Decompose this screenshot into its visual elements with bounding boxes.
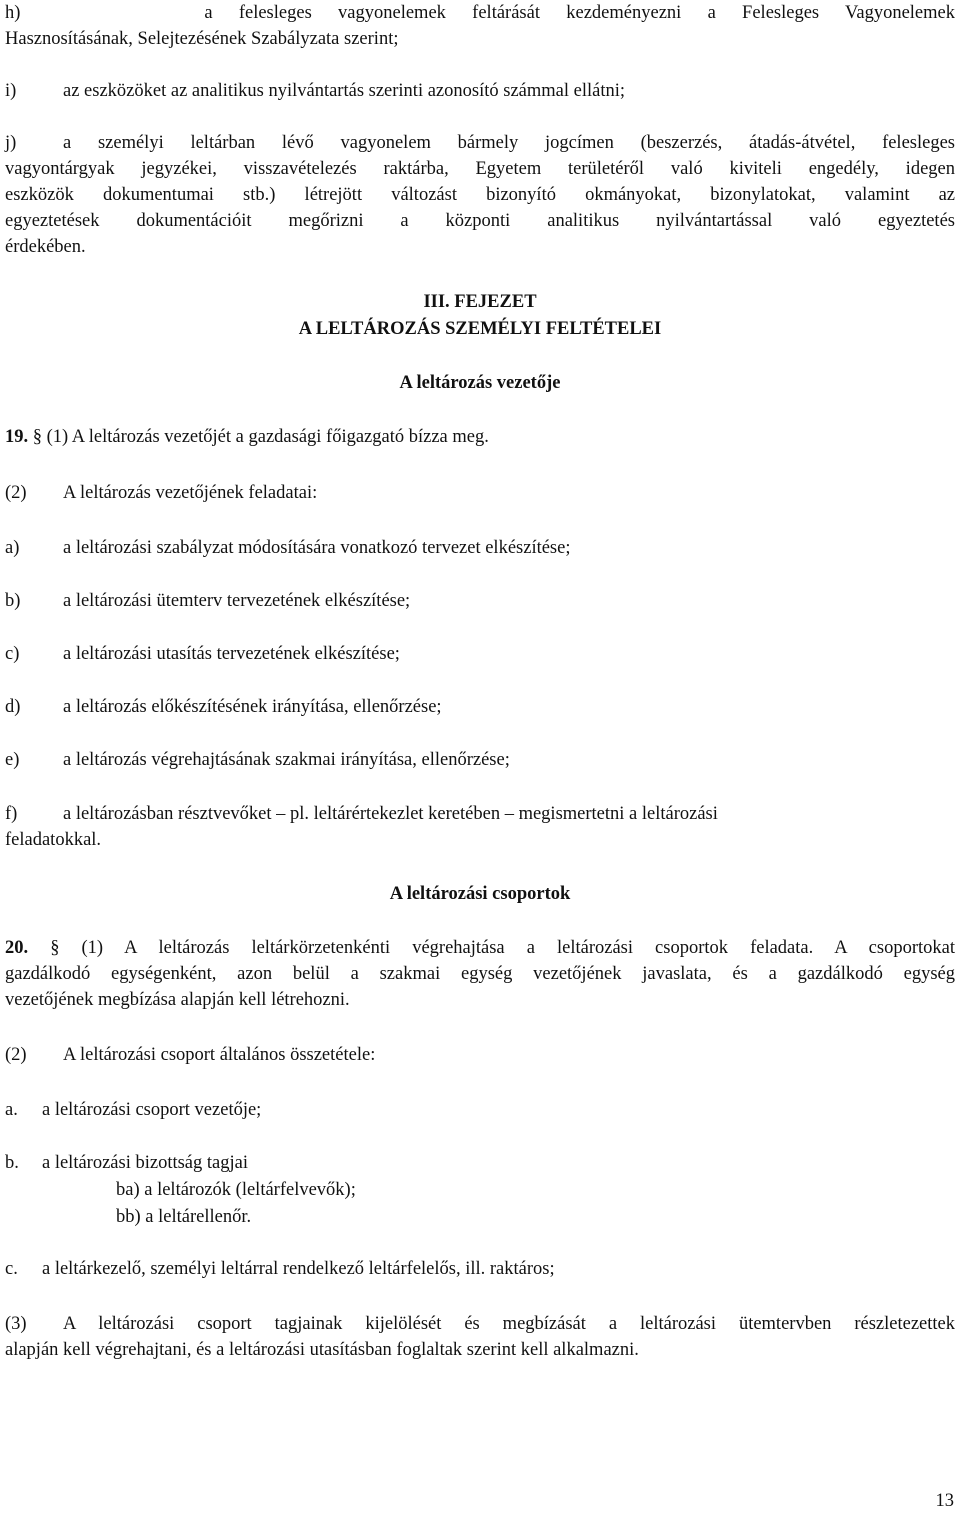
section-sign: §	[50, 938, 60, 958]
item-label: j)	[5, 133, 17, 153]
section-heading-leader: A leltározás vezetője	[399, 373, 561, 393]
list-item-f-line1	[5, 801, 955, 827]
item-text: a leltározási szabályzat módosítására vonatkozó tervezet elkészítése;	[63, 538, 571, 558]
chapter-title: A LELTÁROZÁS SZEMÉLYI FELTÉTELEI	[298, 319, 662, 339]
item-label: d)	[5, 697, 21, 717]
item-text: az eszközöket az analitikus nyilvántartás szerinti azonosító számmal ellátni;	[63, 81, 625, 101]
paragraph-label: (2)	[5, 1045, 27, 1065]
item-text: a leltározás végrehajtásának szakmai irányítása, ellenőrzése;	[63, 750, 510, 770]
item-label: c.	[5, 1259, 18, 1279]
paragraph-text: (1) A leltározás vezetőjét a gazdasági főigazgató bízza meg.	[46, 427, 489, 447]
section-number: 20.	[5, 938, 29, 958]
item-label: h)	[5, 3, 21, 23]
paragraph-19-2	[5, 480, 955, 506]
list-item-group-b	[5, 1150, 955, 1176]
item-text: a leltározási csoport vezetője;	[42, 1100, 262, 1120]
sub-item-bb: bb) a leltárellenőr.	[116, 1207, 252, 1227]
item-label: a)	[5, 538, 20, 558]
paragraph-label: (2)	[5, 483, 27, 503]
item-label: f)	[5, 804, 18, 824]
list-item-j-line5: érdekében.	[5, 237, 86, 257]
item-text: a leltározási bizottság tagjai	[42, 1153, 248, 1173]
section-number: 19.	[5, 427, 29, 447]
sub-item-ba: ba) a leltározók (leltárfelvevők);	[116, 1180, 356, 1200]
item-label: b)	[5, 591, 21, 611]
paragraph-label: (3)	[5, 1314, 27, 1334]
page-number: 13	[935, 1491, 954, 1511]
paragraph-20-1-line3: vezetőjének megbízása alapján kell létrehozni.	[5, 990, 350, 1010]
item-text: a felesleges vagyonelemek feltárását kezdeményezni a Felesleges Vagyonelemek	[204, 3, 955, 23]
list-item-a	[5, 535, 955, 561]
item-text: a leltárkezelő, személyi leltárral rendelkező leltárfelelős, ill. raktáros;	[42, 1259, 555, 1279]
item-label: c)	[5, 644, 20, 664]
list-item-c	[5, 641, 955, 667]
list-item-d	[5, 694, 955, 720]
list-item-h-line2: Hasznosításának, Selejtezésének Szabályzata szerint;	[5, 29, 399, 49]
list-item-f-line2: feladatokkal.	[5, 830, 102, 850]
list-item-group-c	[5, 1256, 955, 1282]
item-label: a.	[5, 1100, 18, 1120]
paragraph-text: (1) A leltározás leltárkörzetenkénti végrehajtása a leltározási csoportok feladata. A csoportokat	[81, 938, 955, 958]
item-label: b.	[5, 1153, 19, 1173]
paragraph-text: A leltározási csoport tagjainak kijelölését és megbízását a leltározási ütemtervben részletezettek	[63, 1314, 955, 1334]
list-item-i	[5, 78, 955, 104]
paragraph-20-1-line2: gazdálkodó egységenként, azon belül a szakmai egység vezetőjének javaslata, és a gazdálkodó egység	[5, 964, 955, 984]
item-text: a leltározásban résztvevőket – pl. leltárértekezlet keretében – megismertetni a leltározási	[63, 804, 718, 824]
item-label: i)	[5, 81, 17, 101]
item-text: a leltározás előkészítésének irányítása, ellenőrzése;	[63, 697, 442, 717]
paragraph-19-1	[5, 424, 955, 450]
item-text: a személyi leltárban lévő vagyonelem bármely jogcímen (beszerzés, átadás-átvétel, felesleges	[63, 133, 955, 153]
list-item-b	[5, 588, 955, 614]
list-item-j-line4: egyeztetések dokumentációit megőrizni a központi analitikus nyilvántartással való egyeztetés	[5, 211, 955, 231]
item-text: a leltározási utasítás tervezetének elkészítése;	[63, 644, 400, 664]
list-item-group-a	[5, 1097, 955, 1123]
section-heading-groups: A leltározási csoportok	[389, 884, 571, 904]
item-label: e)	[5, 750, 20, 770]
list-item-j-line3: eszközök dokumentumai stb.) létrejött változást bizonyító okmányokat, bizonylatokat, valamint az	[5, 185, 955, 205]
list-item-e	[5, 747, 955, 773]
paragraph-20-3-line2: alapján kell végrehajtani, és a leltározási utasításban foglaltak szerint kell alkalmazni.	[5, 1340, 639, 1360]
section-sign: §	[32, 427, 42, 447]
list-item-j-line2: vagyontárgyak jegyzékei, visszavételezés raktárba, Egyetem területéről való kiviteli engedély, idegen	[5, 159, 955, 179]
paragraph-20-2	[5, 1042, 955, 1068]
paragraph-text: A leltározási csoport általános összetétele:	[63, 1045, 376, 1065]
paragraph-text: A leltározás vezetőjének feladatai:	[63, 483, 318, 503]
item-text: a leltározási ütemterv tervezetének elkészítése;	[63, 591, 411, 611]
chapter-number: III. FEJEZET	[423, 292, 537, 312]
